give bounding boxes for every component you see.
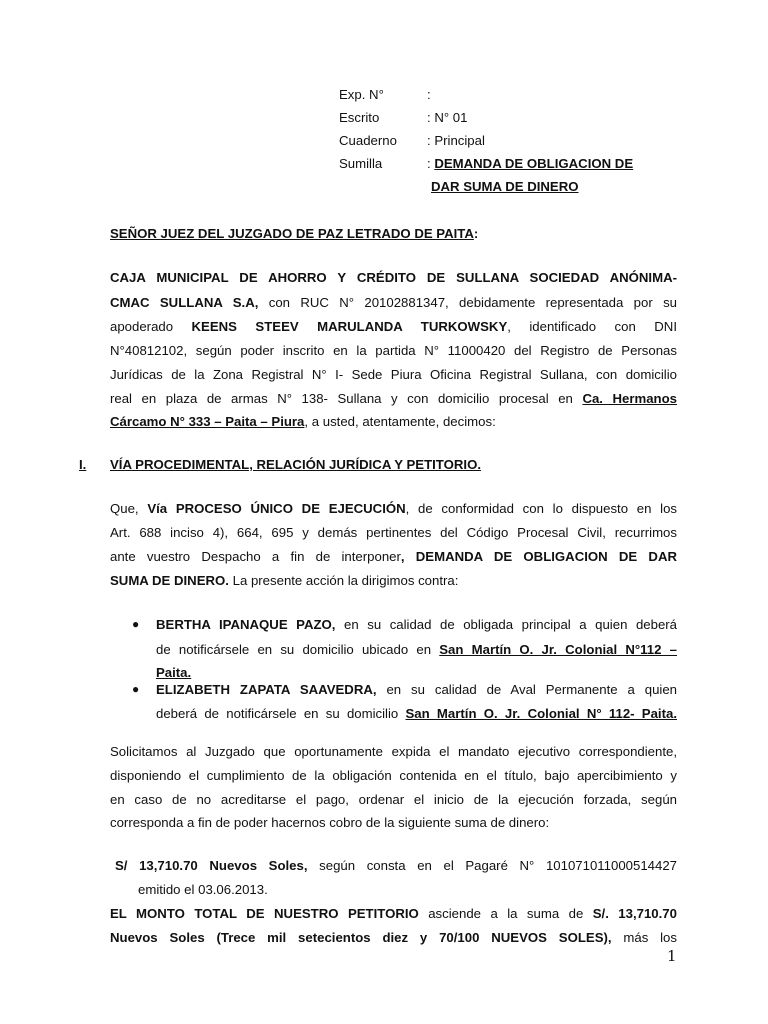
intro-dni-label: , identificado con DNI	[507, 319, 677, 334]
para2-line-3: en caso de no acreditarse el pago, ordenar el inicio de la ejecución forzada, según	[110, 792, 677, 807]
intro-address-2: Cárcamo N° 333 – Paita – Piura	[110, 414, 305, 429]
sumilla-text-1: DEMANDA DE OBLIGACION DE	[434, 156, 634, 171]
intro-line-1	[110, 270, 677, 285]
bullet-2-line-1	[156, 682, 677, 697]
section-1-title: VÍA PROCEDIMENTAL, RELACIÓN JURÍDICA Y PETITORIO.	[110, 457, 481, 472]
bullet-1-line-3: Paita.	[156, 665, 192, 680]
intro-line-6	[110, 391, 677, 406]
para1-line-3	[110, 549, 677, 564]
addressee-colon: :	[473, 226, 479, 241]
intro-address-1: Ca. Hermanos	[582, 391, 677, 406]
para1-line-4	[110, 573, 677, 588]
exp-label: Exp. N°	[339, 87, 384, 102]
para1-conformidad: , de conformidad con lo dispuesto en los	[405, 501, 677, 516]
para1-demanda: , DEMANDA DE OBLIGACION DE DAR	[400, 549, 677, 564]
intro-representative: KEENS STEEV MARULANDA TURKOWSKY	[191, 319, 508, 334]
intro-apoderado: apoderado	[110, 319, 192, 334]
total-line-2	[110, 930, 677, 945]
intro-closing: , a usted, atentamente, decimos:	[304, 414, 496, 429]
bullet-2-address: San Martín O. Jr. Colonial N° 112- Paita.	[405, 706, 677, 721]
sumilla-value-line2: DAR SUMA DE DINERO	[431, 179, 579, 194]
cuaderno-value: : Principal	[427, 133, 485, 148]
intro-company-name: CAJA MUNICIPAL DE AHORRO Y CRÉDITO DE SULLANA SOCIEDAD ANÓNIMA-	[110, 270, 677, 285]
total-label: EL MONTO TOTAL DE NUESTRO PETITORIO	[110, 906, 419, 921]
total-mas-los: más los	[611, 930, 677, 945]
intro-line-4: N°40812102, según poder inscrito en la partida N° 11000420 del Registro de Personas	[110, 343, 677, 358]
escrito-value: : N° 01	[427, 110, 468, 125]
bullet-2-notify: deberá de notificársele en su domicilio	[156, 706, 406, 721]
total-words: Nuevos Soles (Trece mil setecientos diez y 70/100 NUEVOS SOLES),	[110, 930, 612, 945]
bullet-dot-1: ●	[132, 617, 140, 631]
intro-line-5: Jurídicas de la Zona Registral N° I- Sede Piura Oficina Registral Sullana, con domicilio	[110, 367, 677, 382]
para1-suma: SUMA DE DINERO.	[110, 573, 229, 588]
para2-line-4: corresponda a fin de poder hacernos cobro de la siguiente suma de dinero:	[110, 815, 550, 830]
sumilla-label: Sumilla	[339, 156, 383, 171]
para2-line-1: Solicitamos al Juzgado que oportunamente expida el mandato ejecutivo correspondiente,	[110, 744, 677, 759]
intro-line-7	[110, 414, 677, 429]
sumilla-separator: :	[427, 156, 435, 171]
page-number: 1	[667, 947, 677, 965]
total-line-1	[110, 906, 677, 921]
para1-que: Que,	[110, 501, 148, 516]
para1-ante: ante vuestro Despacho a fin de interponer	[110, 549, 401, 564]
bullet-dot-2: ●	[132, 682, 140, 696]
intro-line-3	[110, 319, 677, 334]
total-asciende: asciende a la suma de	[418, 906, 593, 921]
amount-line-1	[115, 858, 677, 873]
amount-pagare: según consta en el Pagaré N° 101071011000514427	[307, 858, 677, 873]
bullet-1-name: BERTHA IPANAQUE PAZO,	[156, 617, 336, 632]
addressee	[110, 226, 478, 241]
para1-via: Vía PROCESO ÚNICO DE EJECUCIÓN	[147, 501, 406, 516]
addressee-text: SEÑOR JUEZ DEL JUZGADO DE PAZ LETRADO DE PAITA	[110, 226, 474, 241]
para1-line-2: Art. 688 inciso 4), 664, 695 y demás pertinentes del Código Procesal Civil, recurrimos	[110, 525, 677, 540]
bullet-1-line-2	[156, 642, 677, 657]
amount-line-2: emitido el 03.06.2013.	[138, 882, 268, 897]
para2-line-2: disponiendo el cumplimiento de la obligación contenida en el título, bajo apercibimiento y	[110, 768, 677, 783]
escrito-label: Escrito	[339, 110, 380, 125]
bullet-2-role: en su calidad de Aval Permanente a quien	[376, 682, 678, 697]
intro-line-2	[110, 295, 677, 310]
bullet-1-notify: de notificársele en su domicilio ubicado en	[156, 642, 440, 657]
intro-ruc: con RUC N° 20102881347, debidamente representada por su	[258, 295, 677, 310]
bullet-1-line-1	[156, 617, 677, 632]
section-1-number: I.	[79, 457, 87, 472]
bullet-1-role: en su calidad de obligada principal a quien deberá	[335, 617, 678, 632]
intro-company-short: CMAC SULLANA S.A,	[110, 295, 259, 310]
sumilla-value-line1	[427, 156, 633, 171]
amount-value: S/ 13,710.70 Nuevos Soles,	[115, 858, 308, 873]
bullet-2-name: ELIZABETH ZAPATA SAAVEDRA,	[156, 682, 377, 697]
bullet-1-address: San Martín O. Jr. Colonial N°112 –	[439, 642, 677, 657]
bullet-2-line-2	[156, 706, 677, 721]
para1-contra: La presente acción la dirigimos contra:	[228, 573, 459, 588]
cuaderno-label: Cuaderno	[339, 133, 397, 148]
total-amount: S/. 13,710.70	[592, 906, 677, 921]
intro-domicile: real en plaza de armas N° 138- Sullana y con domicilio procesal en	[110, 391, 583, 406]
exp-separator: :	[427, 87, 431, 102]
para1-line-1	[110, 501, 677, 516]
